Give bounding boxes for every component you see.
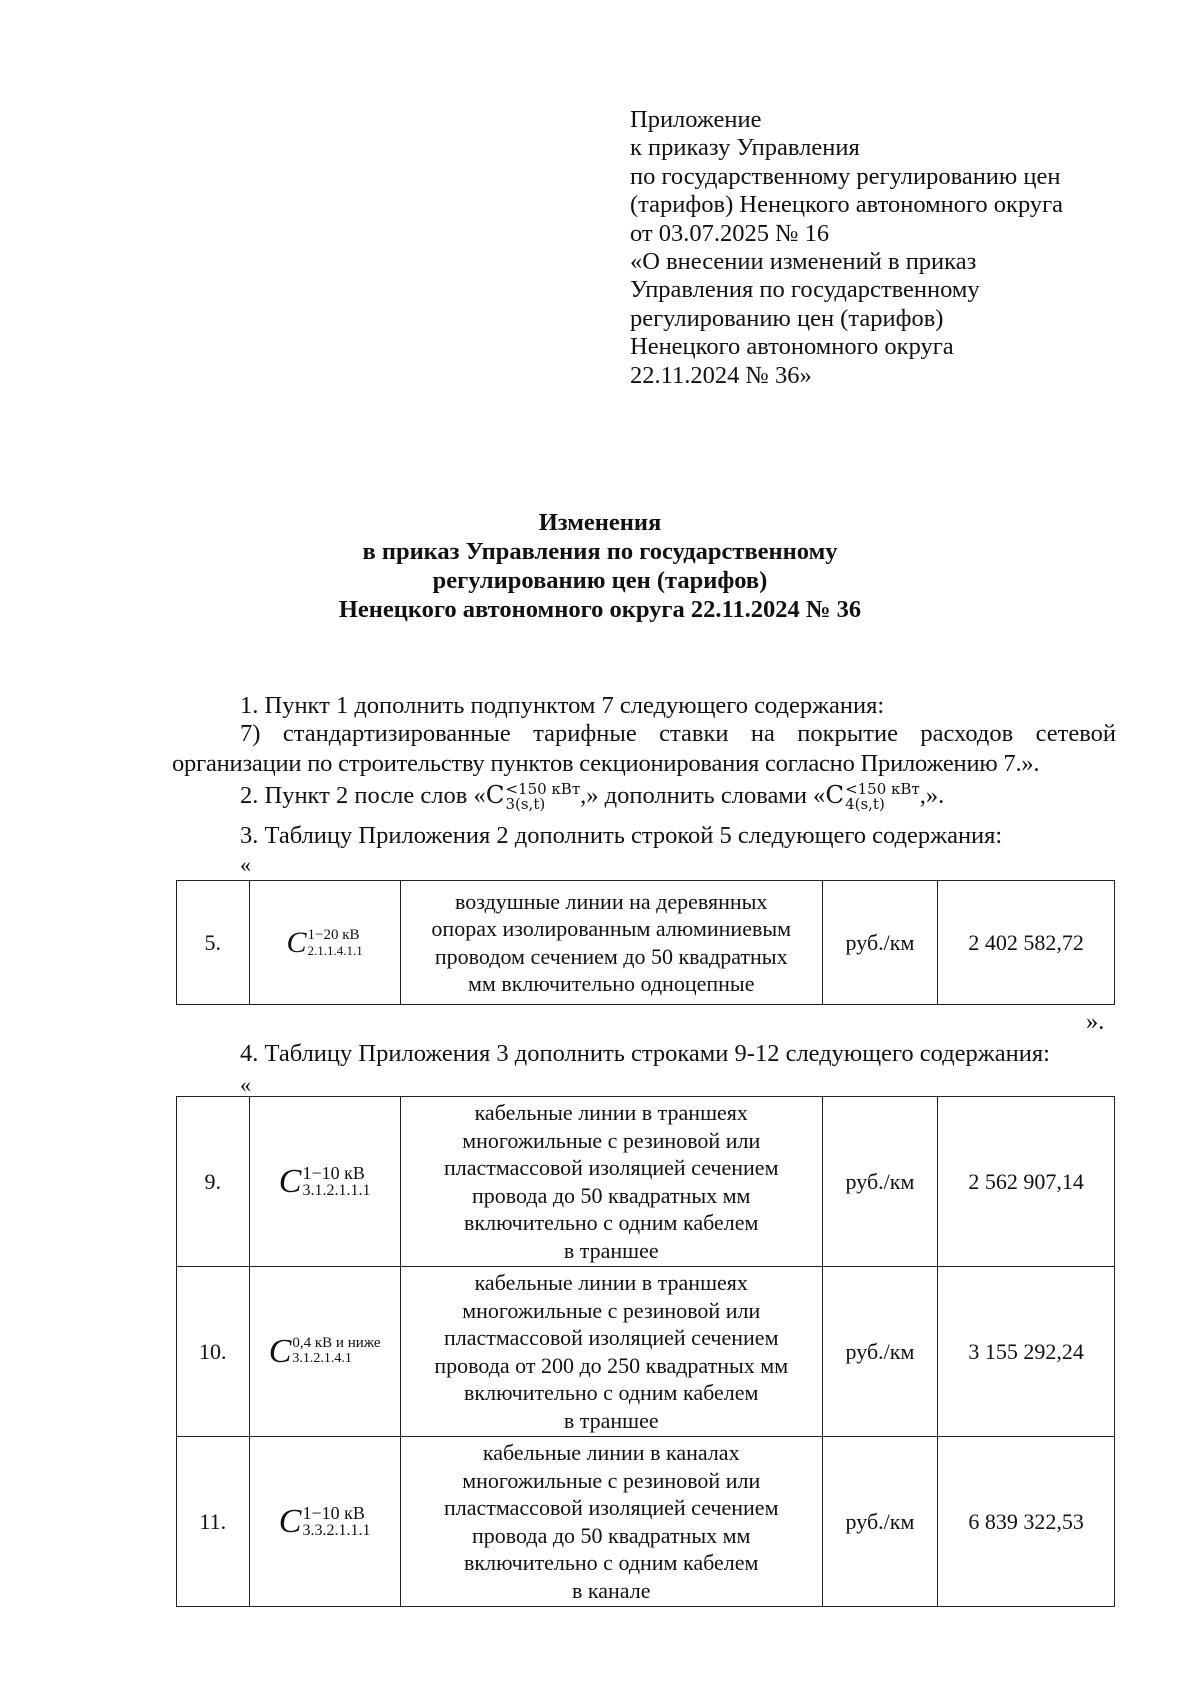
paragraph-2-line-1: 7) стандартизированные тарифные ставки на покрытие расходов сетевой <box>240 720 1116 747</box>
value: 3 155 292,24 <box>938 1267 1115 1437</box>
code-letter: C <box>286 925 307 959</box>
description-line: многожильные с резиновой или <box>462 1127 761 1153</box>
description-line: пластмассовой изоляцией сечением <box>443 1325 779 1350</box>
formula-c3 <box>485 779 581 813</box>
title-line: регулированию цен (тарифов) <box>432 567 768 594</box>
code-sup: 1−20 кВ <box>307 926 360 943</box>
code-scripts <box>308 928 363 957</box>
appendix-line: от 03.07.2025 № 16 <box>630 219 830 247</box>
document-title <box>0 508 1200 624</box>
description-line: многожильные с резиновой или <box>462 1297 761 1323</box>
description-line: включительно с одним кабелем <box>464 1550 759 1575</box>
description-line: включительно с одним кабелем <box>464 1210 759 1235</box>
table-appendix-3 <box>176 1096 1115 1607</box>
rate-code <box>249 881 400 1005</box>
code-sub: 2.1.1.4.1.1 <box>307 942 363 958</box>
description-line: многожильные с резиновой или <box>462 1467 761 1493</box>
paragraph-4: 3. Таблицу Приложения 2 дополнить строкой 5 следующего содержания: <box>240 822 1003 849</box>
description-line: включительно с одним кабелем <box>464 1380 759 1405</box>
description-line: в траншее <box>563 1407 659 1433</box>
description-line: мм включительно одноцепные <box>468 971 755 996</box>
value: 2 402 582,72 <box>938 881 1115 1005</box>
description-line: опорах изолированным алюминиевым <box>431 916 792 941</box>
description-line: провода от 200 до 250 квадратных мм <box>434 1352 789 1378</box>
appendix-line: по государственному регулированию цен <box>630 162 1061 190</box>
title-line: Изменения <box>538 509 662 536</box>
description-line: провода до 50 квадратных мм <box>472 1522 751 1548</box>
unit: руб./км <box>822 1267 937 1437</box>
rate-code-formula <box>287 926 363 960</box>
code-sup: 1−10 кВ <box>302 1162 365 1183</box>
row-number: 10. <box>177 1267 250 1437</box>
table-row <box>177 1437 1115 1607</box>
description <box>400 881 822 1005</box>
row-number: 9. <box>177 1097 250 1267</box>
formula-sub: 4(s,t) <box>845 794 885 813</box>
value: 6 839 322,53 <box>938 1437 1115 1607</box>
description-line: провода до 50 квадратных мм <box>472 1182 751 1208</box>
paragraph-5: 4. Таблицу Приложения 3 дополнить строками 9-12 следующего содержания: <box>240 1040 1050 1067</box>
paragraph-1: 1. Пункт 1 дополнить подпунктом 7 следующего содержания: <box>240 692 885 719</box>
paragraph-3-text: ,» дополнить словами « <box>580 782 826 809</box>
description-line: кабельные линии в траншеях <box>474 1100 748 1125</box>
description-line: кабельные линии в каналах <box>482 1440 740 1465</box>
value: 2 562 907,14 <box>938 1097 1115 1267</box>
title-line: в приказ Управления по государственному <box>362 538 838 565</box>
code-sup: 0,4 кВ и ниже <box>292 1335 381 1352</box>
open-quote-1: « <box>240 852 251 877</box>
code-sup: 1−10 кВ <box>302 1502 365 1523</box>
description-line: пластмассовой изоляцией сечением <box>443 1155 779 1180</box>
code-letter: C <box>278 1502 302 1540</box>
formula-scripts <box>505 779 581 813</box>
rate-code-formula <box>279 1163 371 1201</box>
rate-code <box>249 1437 400 1607</box>
description-line: в траншее <box>563 1237 659 1263</box>
description <box>400 1267 822 1437</box>
code-letter: C <box>278 1162 302 1200</box>
appendix-line: Приложение <box>630 106 762 133</box>
table-row <box>177 881 1115 1005</box>
unit: руб./км <box>822 881 937 1005</box>
table-row <box>177 1097 1115 1267</box>
description-line: в канале <box>572 1577 651 1603</box>
paragraph-3-text: 2. Пункт 2 после слов « <box>240 782 486 809</box>
formula-sup: <150 кВт <box>505 779 581 798</box>
rate-code <box>249 1097 400 1267</box>
unit: руб./км <box>822 1097 937 1267</box>
title-line: Ненецкого автономного округа 22.11.2024 № 36 <box>338 596 862 623</box>
formula-c4 <box>825 779 920 813</box>
description <box>400 1437 822 1607</box>
formula-scripts <box>845 779 920 813</box>
unit: руб./км <box>822 1437 937 1607</box>
description-line: пластмассовой изоляцией сечением <box>443 1495 779 1520</box>
appendix-line: к приказу Управления <box>630 134 860 162</box>
appendix-line: Управления по государственному <box>630 276 980 304</box>
paragraph-3 <box>240 780 944 812</box>
rate-code <box>249 1267 400 1437</box>
row-number: 11. <box>177 1437 250 1607</box>
appendix-line: «О внесении изменений в приказ <box>630 248 977 276</box>
code-scripts <box>302 1164 370 1200</box>
appendix-line: (тарифов) Ненецкого автономного округа <box>630 191 1064 219</box>
code-sub: 3.3.2.1.1.1 <box>302 1521 371 1539</box>
appendix-header <box>630 106 1063 390</box>
description-line: кабельные линии в траншеях <box>474 1270 748 1295</box>
rate-code-formula <box>269 1333 381 1371</box>
paragraph-3-text: ,». <box>919 782 945 809</box>
code-sub: 3.1.2.1.1.1 <box>302 1181 371 1199</box>
appendix-line: регулированию цен (тарифов) <box>630 304 944 332</box>
code-sub: 3.1.2.1.4.1 <box>292 1351 352 1367</box>
formula-letter: C <box>485 780 505 809</box>
open-quote-2: « <box>240 1072 251 1097</box>
description-line: проводом сечением до 50 квадратных <box>434 943 788 969</box>
formula-sub: 3(s,t) <box>505 794 546 813</box>
table-appendix-2 <box>176 880 1115 1005</box>
appendix-line: 22.11.2024 № 36» <box>630 361 812 389</box>
row-number: 5. <box>177 881 250 1005</box>
description <box>400 1097 822 1267</box>
formula-letter: C <box>825 780 845 809</box>
code-letter: C <box>268 1332 292 1370</box>
paragraph-2-line-2: организации по строительству пунктов секционирования согласно Приложению 7.». <box>172 750 1040 777</box>
table-row <box>177 1267 1115 1437</box>
description-line: воздушные линии на деревянных <box>455 888 768 914</box>
formula-sup: <150 кВт <box>845 779 920 798</box>
code-scripts <box>302 1504 370 1540</box>
rate-code-formula <box>279 1503 371 1541</box>
code-scripts <box>292 1336 380 1366</box>
appendix-line: Ненецкого автономного округа <box>630 333 954 361</box>
close-quote-1: ». <box>1086 1008 1105 1035</box>
